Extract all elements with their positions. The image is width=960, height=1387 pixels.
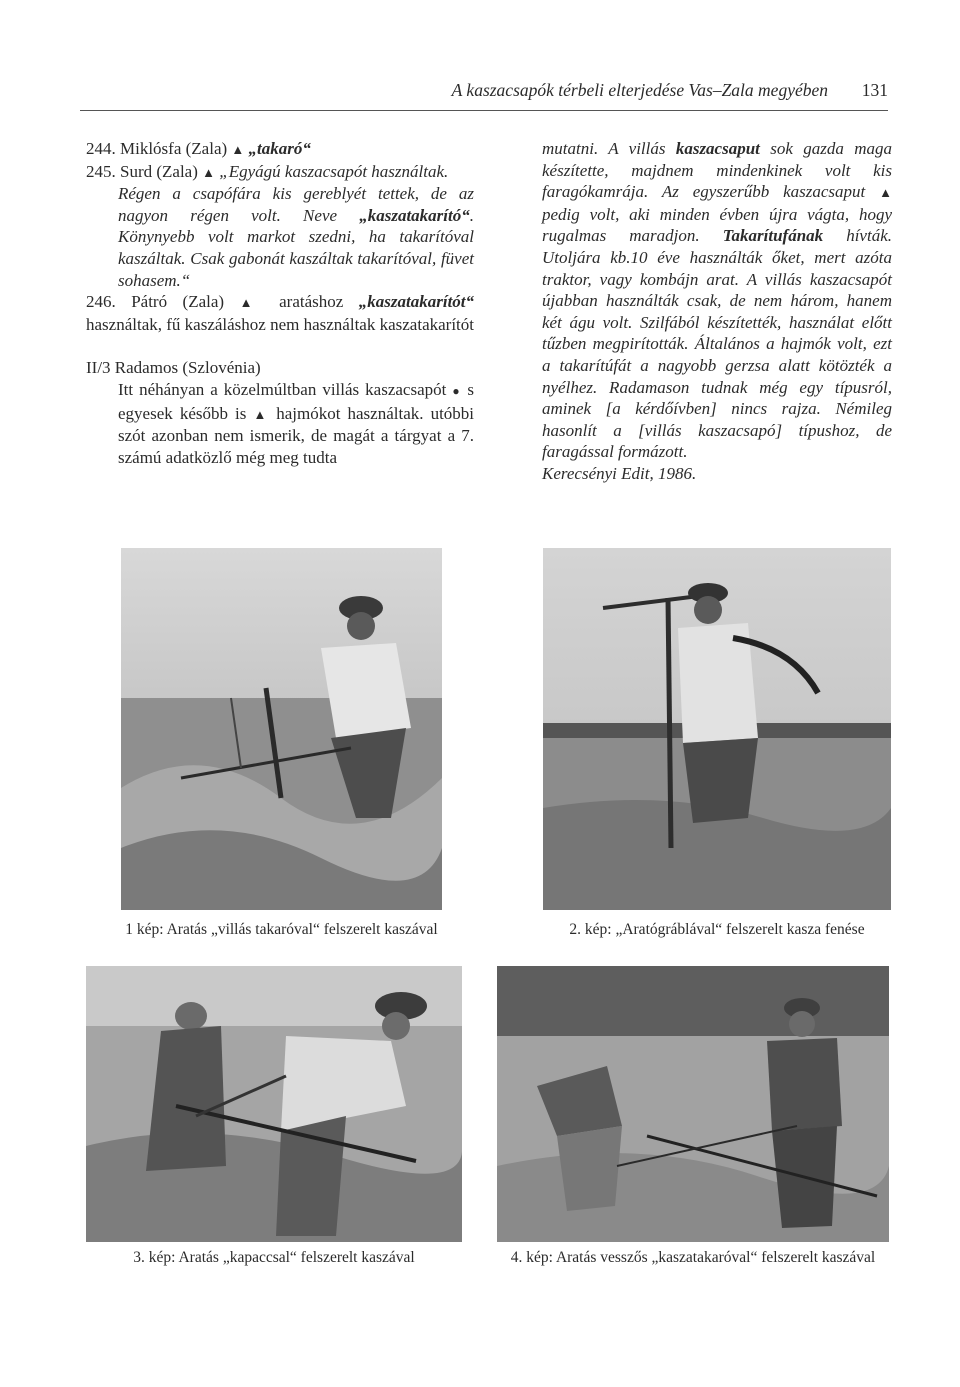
term-kaszacsaput: kaszacsaput	[675, 139, 760, 158]
entry-245-text-1: „Egyágú kaszacsapót használtak.	[219, 161, 449, 181]
entry-244-number: 244. Miklósfa (Zala)	[86, 139, 228, 158]
entry-246-text-2: használtak, fű kaszáláshoz nem használtak kaszatakarítót	[86, 314, 474, 334]
entry-245-text-2: Régen a csapófára kis gereblyét tettek, de az nagyon régen volt. Neve	[118, 184, 474, 225]
page-number: 131	[861, 80, 888, 100]
running-title: A kaszacsapók térbeli elterjedése Vas–Zala megyében	[451, 80, 828, 100]
entry-246	[86, 291, 474, 335]
photo-1-image	[121, 548, 442, 910]
caption-photo-2: 2. kép: „Aratógráblával“ felszerelt kasza fenése	[569, 921, 865, 938]
triangle-icon: ▲	[253, 406, 270, 422]
entry-245-number: 245. Surd (Zala)	[86, 161, 198, 181]
right-text-4: hívták. Utoljára kb.10 éve használták őket, mert azóta traktor, vagy kombájn arat. A villás kaszacsapót újabban használták csak, de nem három, hanem két águ volt. Szilfából készítették, használat előtt tűzben megpirították. Általános a hajmók volt, ezt a takarítúfát a nagyobb gerzsa alatt kötözték a nyélhez. Radamason tudnak még egy típusról, aminek [a kérdőívben] nincs rajza. Némileg hasonlít a [villás kaszacsapó] típushoz, de faragással formázott.	[542, 226, 892, 462]
caption-photo-1: 1 kép: Aratás „villás takaróval“ felszerelt kaszával	[125, 921, 438, 938]
triangle-icon: ▲	[239, 295, 264, 311]
term-takaritufanak: Takarítufának	[722, 226, 824, 246]
photo-3-image	[86, 966, 462, 1242]
right-text-1: mutatni. A villás	[542, 139, 666, 158]
photo-2-image	[543, 548, 891, 910]
photo-4	[497, 966, 889, 1242]
author-line: Kerecsényi Edit, 1986.	[542, 463, 697, 483]
section-heading: II/3 Radamos (Szlovénia)	[86, 358, 261, 378]
header-rule	[80, 110, 888, 111]
section-text	[86, 379, 474, 468]
triangle-icon: ▲	[202, 164, 216, 180]
photo-3	[86, 966, 462, 1242]
entry-244-term: „takaró“	[248, 139, 311, 158]
entry-244	[86, 138, 474, 161]
spacer	[86, 335, 474, 357]
dot-icon: ●	[452, 383, 462, 398]
section-text-3: hajmókot használtak. utóbbi szót azonban nem ismerik, de magát a tárgyat a 7. számú adatközlő még meg tudta	[118, 403, 475, 467]
triangle-icon: ▲	[231, 142, 245, 157]
entry-245	[86, 161, 474, 184]
right-column	[542, 138, 892, 485]
left-column	[86, 138, 474, 468]
entry-246-term: „kaszatakarítót“	[358, 292, 475, 312]
entry-245-term: „kaszatakarító“	[359, 205, 470, 225]
entry-246-number: 246. Pátró (Zala)	[86, 292, 225, 312]
right-text-3: pedig volt, aki minden évben újra vágta, hogy rugalmas maradjon.	[542, 204, 892, 246]
entry-246-text-1: aratáshoz	[279, 292, 344, 312]
running-head	[80, 80, 888, 106]
photo-4-image	[497, 966, 889, 1242]
caption-photo-3: 3. kép: Aratás „kapaccsal“ felszerelt kaszával	[133, 1249, 415, 1266]
section-text-1: Itt néhányan a közelmúltban villás kaszacsapót	[118, 379, 447, 399]
section-text-2: s egyesek később is	[118, 379, 475, 423]
right-text-2: sok gazda maga készítette, majdnem mindenkinek volt kis faragókamrája. Az egyszerűbb kaszacsaput	[542, 139, 892, 202]
entry-245-continued	[86, 183, 474, 291]
photo-2	[543, 548, 891, 910]
caption-photo-4: 4. kép: Aratás vesszős „kaszatakaróval“ felszerelt kaszával	[510, 1249, 876, 1266]
photo-1	[121, 548, 442, 910]
entry-245-text-3: . Könynyebb volt markot szedni, ha takarítóval kaszáltak. Csak gabonát kaszáltak takarítóval, füvet sohasem.“	[118, 205, 474, 290]
triangle-icon: ▲	[879, 185, 893, 201]
